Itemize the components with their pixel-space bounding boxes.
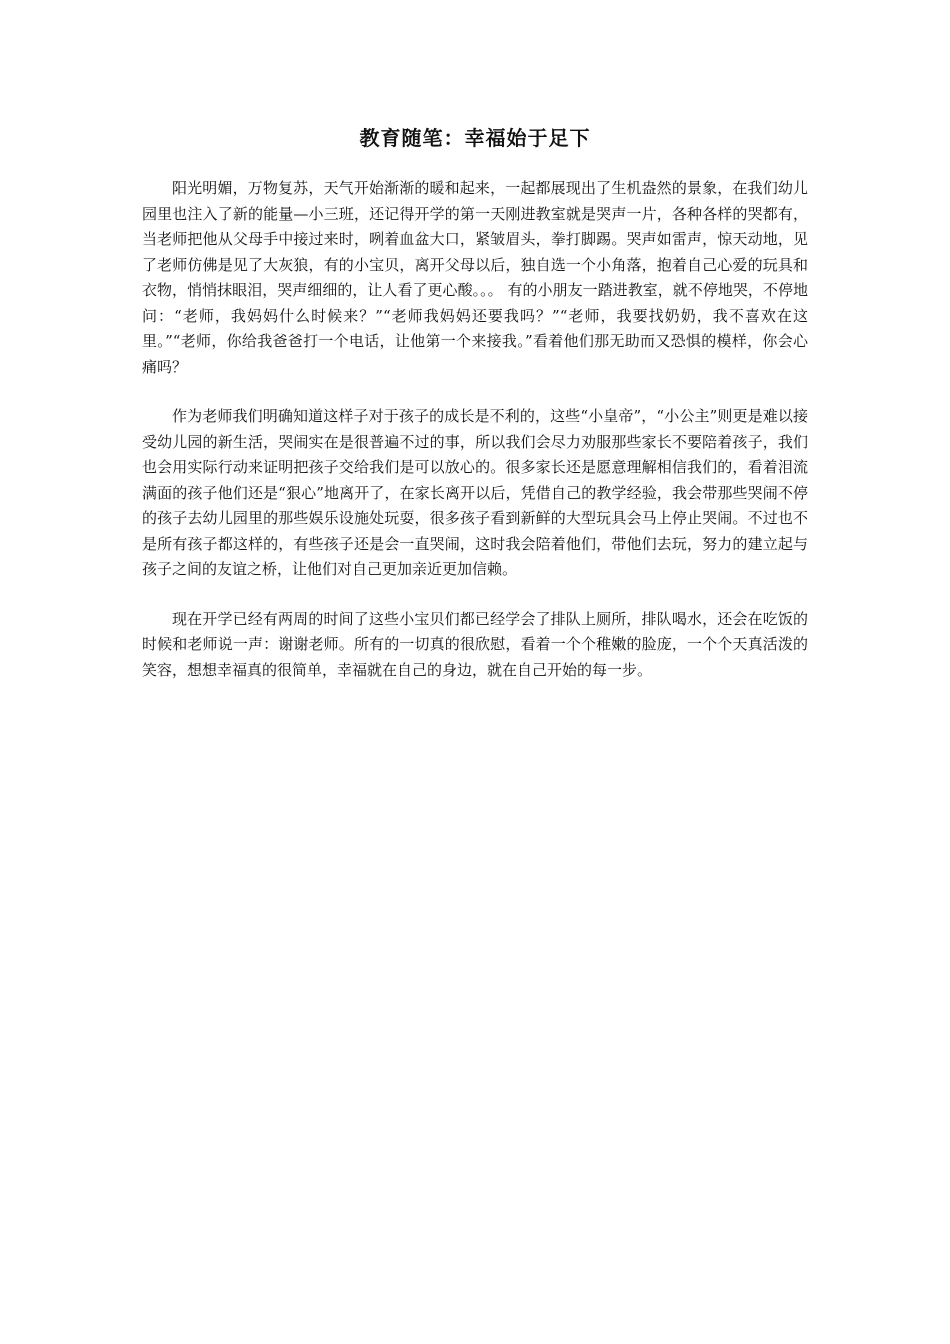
paragraph-1: 阳光明媚，万物复苏，天气开始渐渐的暖和起来，一起都展现出了生机盎然的景象，在我们幼儿园里也注入了新的能量—小三班，还记得开学的第一天刚进教室就是哭声一片，各种各样的哭都有，当老师把他从父母手中接过来时，咧着血盆大口，紧皱眉头，拳打脚踢。哭声如雷声，惊天动地，见了老师仿佛是见了大灰狼，有的小宝贝，离开父母以后，独自选一个小角落，抱着自己心爱的玩具和衣物，悄悄抹眼泪，哭声细细的，让人看了更心酸。。。 有的小朋友一踏进教室，就不停地哭，不停地问：“老师，我妈妈什么时候来？”“老师我妈妈还要我吗？”“老师，我要找奶奶，我不喜欢在这里。”“老师，你给我爸爸打一个电话，让他第一个来接我。”看着他们那无助而又恐惧的模样，你会心痛吗？ <box>142 179 808 376</box>
paragraph-3: 现在开学已经有两周的时间了这些小宝贝们都已经学会了排队上厕所，排队喝水，还会在吃饭的时候和老师说一声：谢谢老师。所有的一切真的很欣慰，看着一个个稚嫩的脸庞，一个个天真活泼的笑容，想想幸福真的很简单，幸福就在自己的身边，就在自己开始的每一步。 <box>142 609 808 679</box>
document-title: 教育随笔：幸福始于足下 <box>359 126 591 150</box>
paragraph-2: 作为老师我们明确知道这样子对于孩子的成长是不利的，这些“小皇帝”，“小公主”则更是难以接受幼儿园的新生活，哭闹实在是很普遍不过的事，所以我们会尽力劝服那些家长不要陪着孩子，我们也会用实际行动来证明把孩子交给我们是可以放心的。很多家长还是愿意理解相信我们的，看着泪流满面的孩子他们还是“狠心”地离开了，在家长离开以后，凭借自己的教学经验，我会带那些哭闹不停的孩子去幼儿园里的那些娱乐设施处玩耍，很多孩子看到新鲜的大型玩具会马上停止哭闹。不过也不是所有孩子都这样的，有些孩子还是会一直哭闹，这时我会陪着他们，带他们去玩，努力的建立起与孩子之间的友谊之桥，让他们对自己更加亲近更加信赖。 <box>142 407 808 578</box>
document-body <box>142 176 808 707</box>
